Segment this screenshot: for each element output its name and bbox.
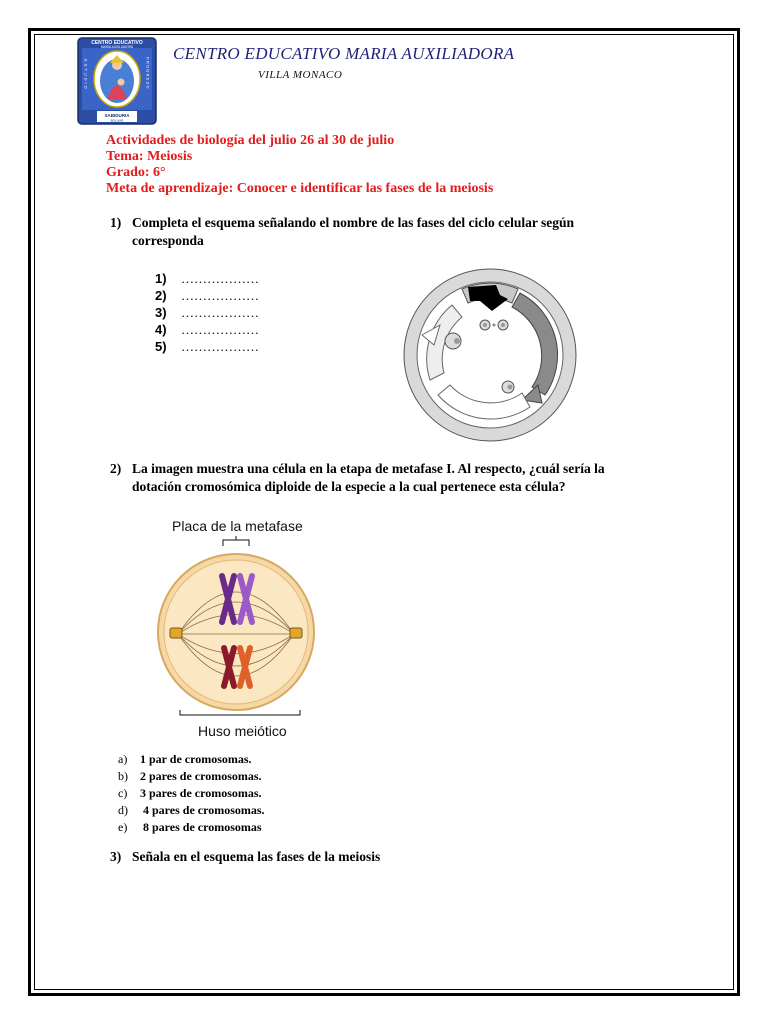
logo-text-right: PROGRESO xyxy=(145,57,151,90)
blank-line[interactable]: ……………… xyxy=(181,271,259,286)
school-logo xyxy=(77,37,157,125)
question-3-text: Señala en el esquema las fases de la meiosis xyxy=(132,849,381,864)
question-3-number: 3) xyxy=(110,849,122,864)
question-2 xyxy=(110,460,630,496)
logo-text-top: CENTRO EDUCATIVO xyxy=(91,40,143,46)
blank-line[interactable]: ……………… xyxy=(181,339,259,354)
question-1-number: 1) xyxy=(110,215,122,230)
activity-title: Actividades de biología del julio 26 al 30 de julio xyxy=(106,133,395,148)
q1-blanks-list xyxy=(155,270,259,355)
question-1 xyxy=(110,214,630,250)
option-item[interactable]: b) 2 pares de cromosomas. xyxy=(118,769,262,783)
blank-row: 1) ……………… xyxy=(155,271,259,286)
q2-options-list xyxy=(118,751,265,836)
activity-topic: Tema: Meiosis xyxy=(106,149,193,164)
school-name: CENTRO EDUCATIVO MARIA AUXILIADORA xyxy=(173,44,515,63)
logo-text-bottom-sub: BOLIVAR xyxy=(110,118,124,123)
logo-text-bottom: SABIDURIA xyxy=(104,113,130,118)
question-1-text: Completa el esquema señalando el nombre de las fases del ciclo celular según corresponda xyxy=(132,215,574,248)
activity-grade: Grado: 6° xyxy=(106,165,166,180)
blank-row: 5) ……………… xyxy=(155,339,259,354)
blank-line[interactable]: ……………… xyxy=(181,305,259,320)
option-item[interactable]: a) 1 par de cromosomas. xyxy=(118,752,252,766)
blank-line[interactable]: ……………… xyxy=(181,322,259,337)
learning-goal: Meta de aprendizaje: Conocer e identificar las fases de la meiosis xyxy=(106,181,494,196)
school-location: VILLA MONACO xyxy=(258,69,343,81)
question-2-number: 2) xyxy=(110,461,122,476)
logo-text-left: ESTUDIO xyxy=(83,59,89,91)
logo-text-sub: MARIA AUXILIADORA xyxy=(100,45,134,49)
blank-row: 4) ……………… xyxy=(155,322,259,337)
question-2-text: La imagen muestra una célula en la etapa de metafase I. Al respecto, ¿cuál sería la dotación cromosómica diploide de la especie a la cual pertenece esta célula? xyxy=(132,461,605,494)
activity-header xyxy=(106,133,493,197)
blank-line[interactable]: ……………… xyxy=(181,288,259,303)
metaphase-cell-figure xyxy=(150,510,330,742)
blank-row: 2) ……………… xyxy=(155,288,259,303)
question-3 xyxy=(110,848,630,866)
option-item[interactable]: d) 4 pares de cromosomas. xyxy=(118,803,265,817)
label-meiotic-spindle: Huso meiótico xyxy=(198,723,287,739)
blank-row: 3) ……………… xyxy=(155,305,259,320)
option-item[interactable]: c) 3 pares de cromosomas. xyxy=(118,786,262,800)
cell-cycle-diagram xyxy=(400,265,580,445)
label-metaphase-plate: Placa de la metafase xyxy=(172,518,303,534)
option-item[interactable]: e) 8 pares de cromosomas xyxy=(118,820,262,834)
